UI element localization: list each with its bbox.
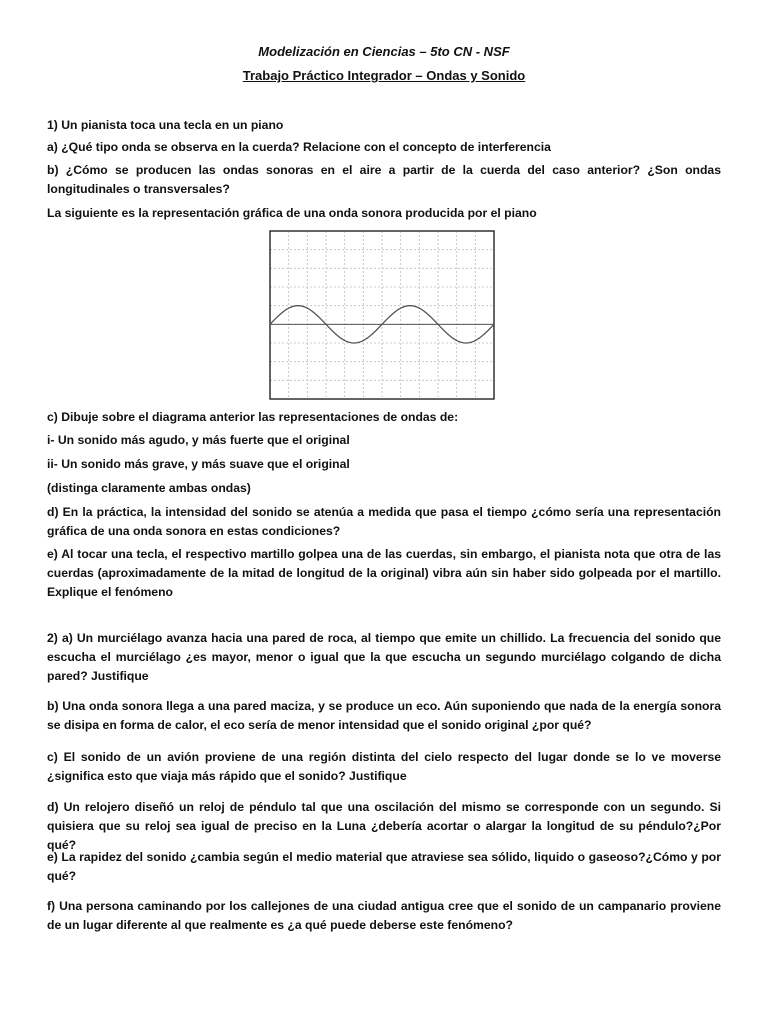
question-1c-i: i- Un sonido más agudo, y más fuerte que el original: [47, 433, 350, 447]
question-2d: d) Un relojero diseñó un reloj de péndulo tal que una oscilación del mismo se corresponde con un segundo. Si quisiera que su reloj sea igual de preciso en la Luna ¿debería acortar o alargar la longitud de su péndulo?¿Por qué?: [47, 800, 721, 852]
question-1b: b) ¿Cómo se producen las ondas sonoras en el aire a partir de la cuerda del caso anterior? ¿Son ondas longitudinales o transversales?: [47, 163, 721, 196]
document-subtitle: Trabajo Práctico Integrador – Ondas y Sonido: [242, 68, 526, 83]
question-1c-note: (distinga claramente ambas ondas): [47, 481, 251, 495]
question-2a: 2) a) Un murciélago avanza hacia una pared de roca, al tiempo que emite un chillido. La frecuencia del sonido que escucha el murciélago ¿es mayor, menor o igual que la que escucha un segundo murciélago colgando de dicha pared? Justifique: [47, 631, 721, 683]
question-1: 1) Un pianista toca una tecla en un piano: [47, 118, 284, 132]
question-1e: e) Al tocar una tecla, el respectivo martillo golpea una de las cuerdas, sin embargo, el pianista nota que otra de las cuerdas (aproximadamente de la mitad de longitud de la original) vibra aún sin haber sido golpeada por el martillo. Explique el fenómeno: [47, 547, 721, 599]
sound-wave-diagram: [268, 229, 496, 401]
question-1c: c) Dibuje sobre el diagrama anterior las representaciones de ondas de:: [47, 410, 459, 424]
question-1a: a) ¿Qué tipo onda se observa en la cuerda? Relacione con el concepto de interferencia: [47, 140, 551, 154]
question-1d: d) En la práctica, la intensidad del sonido se atenúa a medida que pasa el tiempo ¿cómo sería una representación gráfica de una onda sonora en estas condiciones?: [47, 505, 721, 538]
question-2e: e) La rapidez del sonido ¿cambia según el medio material que atraviese sea sólido, liquido o gaseoso?¿Cómo y por qué?: [47, 850, 721, 883]
question-2f: f) Una persona caminando por los callejones de una ciudad antigua cree que el sonido de un campanario proviene de un lugar diferente al que realmente es ¿a qué puede deberse este fenómeno?: [47, 899, 721, 932]
question-1c-ii: ii- Un sonido más grave, y más suave que el original: [47, 457, 350, 471]
document-title: Modelización en Ciencias – 5to CN - NSF: [258, 44, 510, 59]
question-2c: c) El sonido de un avión proviene de una región distinta del cielo respecto del lugar donde se lo ve moverse ¿significa esto que viaja más rápido que el sonido? Justifique: [47, 750, 721, 783]
question-2b: b) Una onda sonora llega a una pared maciza, y se produce un eco. Aún suponiendo que nada de la energía sonora se disipa en forma de calor, el eco sería de menor intensidad que el sonido original ¿por qué?: [47, 699, 721, 732]
graph-intro: La siguiente es la representación gráfica de una onda sonora producida por el piano: [47, 206, 537, 220]
